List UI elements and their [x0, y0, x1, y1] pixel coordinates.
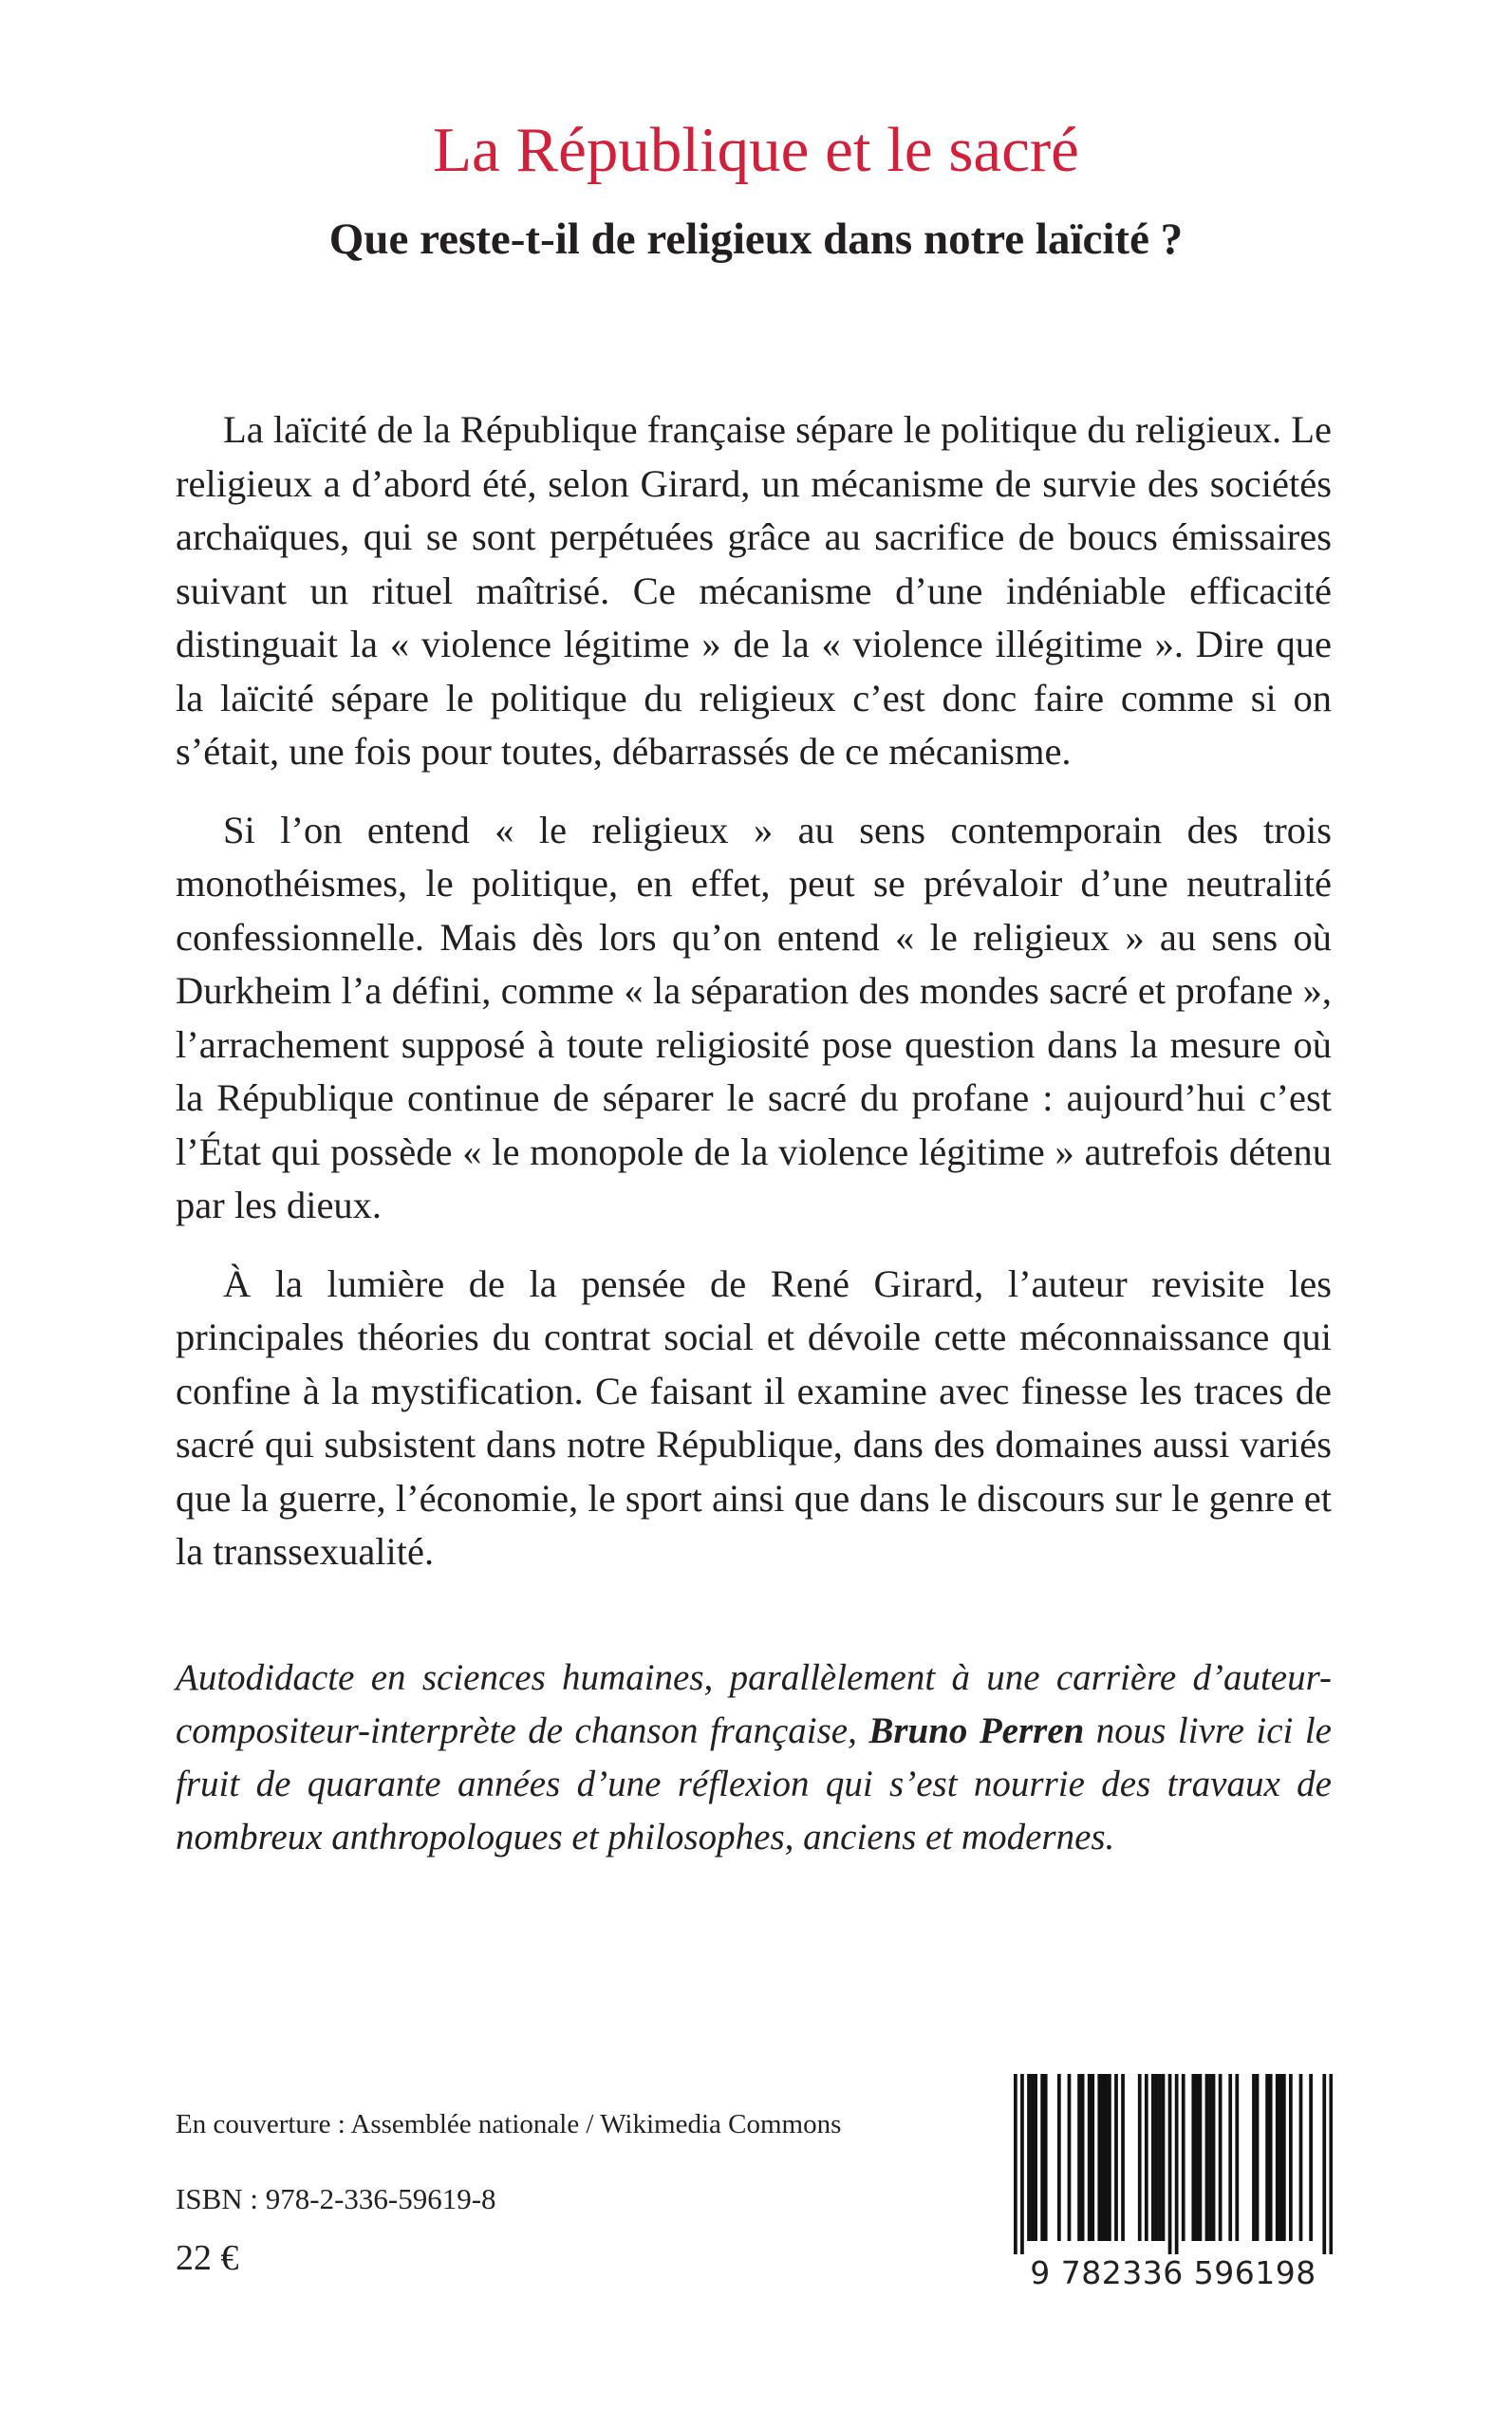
barcode-bar [1027, 2074, 1031, 2241]
barcode-bar [1265, 2074, 1269, 2241]
barcode-bar [1114, 2074, 1118, 2241]
barcode-bar [1252, 2074, 1256, 2241]
barcode-bar [1091, 2074, 1094, 2241]
barcode-bar [1020, 2074, 1024, 2254]
barcode-bar [1228, 2074, 1232, 2241]
barcode-bar [1068, 2074, 1072, 2241]
barcode-bar [1329, 2074, 1333, 2254]
barcode-bar [1168, 2074, 1172, 2254]
barcode-bar [1199, 2074, 1203, 2241]
blurb [176, 403, 1332, 1604]
barcode-bar [1108, 2074, 1111, 2241]
barcode [1014, 2074, 1333, 2302]
author-bio-intro: Autodidacte en sciences humaines, parallèlement à une carrière d’auteur-compositeur-interprète de chanson française, [176, 1657, 1332, 1751]
price: 22 € [176, 2238, 239, 2278]
barcode-bar [1034, 2074, 1037, 2241]
barcode-bar [1158, 2074, 1162, 2241]
barcode-bar [1208, 2074, 1212, 2241]
barcode-bar [1269, 2074, 1273, 2241]
blurb-paragraph-3: À la lumière de la pensée de René Girard, l’auteur revisite les principales théories du contrat social et dévoile cette méconnaissance qui confine à la mystification. Ce faisant il examine avec finesse les traces de sacré qui subsistent dans notre République, dans des domaines aussi variés que la guerre, l’économie, le sport ainsi que dans le discours sur le genre et la transsexualité. [176, 1261, 1332, 1573]
barcode-bar [1044, 2074, 1048, 2241]
cover-credit: En couverture : Assemblée nationale / Wikimedia Commons [176, 2109, 842, 2139]
barcode-bar [1088, 2074, 1092, 2241]
barcode-bar [1121, 2074, 1125, 2241]
barcode-bar [1155, 2074, 1159, 2241]
barcode-bar [1081, 2074, 1085, 2241]
blurb-paragraph-1: La laïcité de la République française sépare le politique du religieux. Le religieux a d’abord été, selon Girard, un mécanisme de survie des sociétés archaïques, qui se sont perpétuées grâce au sacrifice de boucs émissaires suivant un rituel maîtrisé. Ce mécanisme d’une indéniable efficacité distinguait la « violence légitime » de la « violence illégitime ». Dire que la laïcité sépare le politique du religieux c’est donc faire comme si on s’était, une fois pour toutes, débarrassés de ce mécanisme. [176, 408, 1332, 773]
barcode-bar [1151, 2074, 1155, 2241]
barcode-bar [1282, 2074, 1286, 2241]
barcode-bar [1101, 2074, 1105, 2241]
barcode-bar [1191, 2074, 1195, 2241]
isbn: ISBN : 978-2-336-59619-8 [176, 2182, 496, 2215]
barcode-bar [1309, 2074, 1313, 2241]
barcode-bar [1145, 2074, 1148, 2241]
barcode-bar [1014, 2074, 1017, 2254]
barcode-bar [1031, 2074, 1035, 2241]
barcode-bar [1276, 2074, 1279, 2241]
barcode-bar [1182, 2074, 1185, 2241]
book-subtitle: Que reste-t-il de religieux dans notre laïcité ? [328, 215, 1184, 264]
barcode-bar [1104, 2074, 1108, 2241]
barcode-bar [1040, 2074, 1044, 2241]
barcode-bar [1195, 2074, 1199, 2241]
barcode-bar [1219, 2074, 1223, 2241]
barcode-bar [1235, 2074, 1239, 2241]
blurb-paragraph-2: Si l’on entend « le religieux » au sens contemporain des trois monothéismes, le politique, en effet, peut se prévaloir d’une neutralité confessionnelle. Mais dès lors qu’on entend « le religieux » au sens où Durkheim l’a défini, comme « la séparation des mondes sacré et profane », l’arrachement supposé à toute religiosité pose question dans la mesure où la République continue de séparer le sacré du profane : aujourd’hui c’est l’État qui possède « le monopole de la violence légitime » autrefois détenu par les dieux. [176, 808, 1332, 1226]
barcode-bar [1175, 2074, 1179, 2254]
author-bio-rest: nous livre ici le fruit de quarante années d’une réflexion qui s’est nourrie des travaux de nombreux anthropologues et philosophes, anciens et modernes. [176, 1710, 1332, 1858]
author-name: Bruno Perren [868, 1710, 1085, 1751]
book-title: La République et le sacré [433, 115, 1079, 185]
barcode-bar [1212, 2074, 1216, 2241]
barcode-bar [1322, 2074, 1326, 2254]
barcode-bar [1097, 2074, 1101, 2241]
barcode-bar [1289, 2074, 1293, 2241]
barcode-digits: 9 782336 596198 [1030, 2254, 1316, 2291]
barcode-bar [1205, 2074, 1209, 2241]
barcode-bar [1256, 2074, 1260, 2241]
author-bio [176, 1652, 1332, 1864]
barcode-bar [1138, 2074, 1142, 2241]
barcode-bar [1057, 2074, 1061, 2241]
barcode-bar [1279, 2074, 1282, 2241]
barcode-bar [1162, 2074, 1166, 2241]
barcode-bar [1299, 2074, 1303, 2241]
barcode-bars [1014, 2074, 1333, 2254]
barcode-bar [1077, 2074, 1081, 2241]
